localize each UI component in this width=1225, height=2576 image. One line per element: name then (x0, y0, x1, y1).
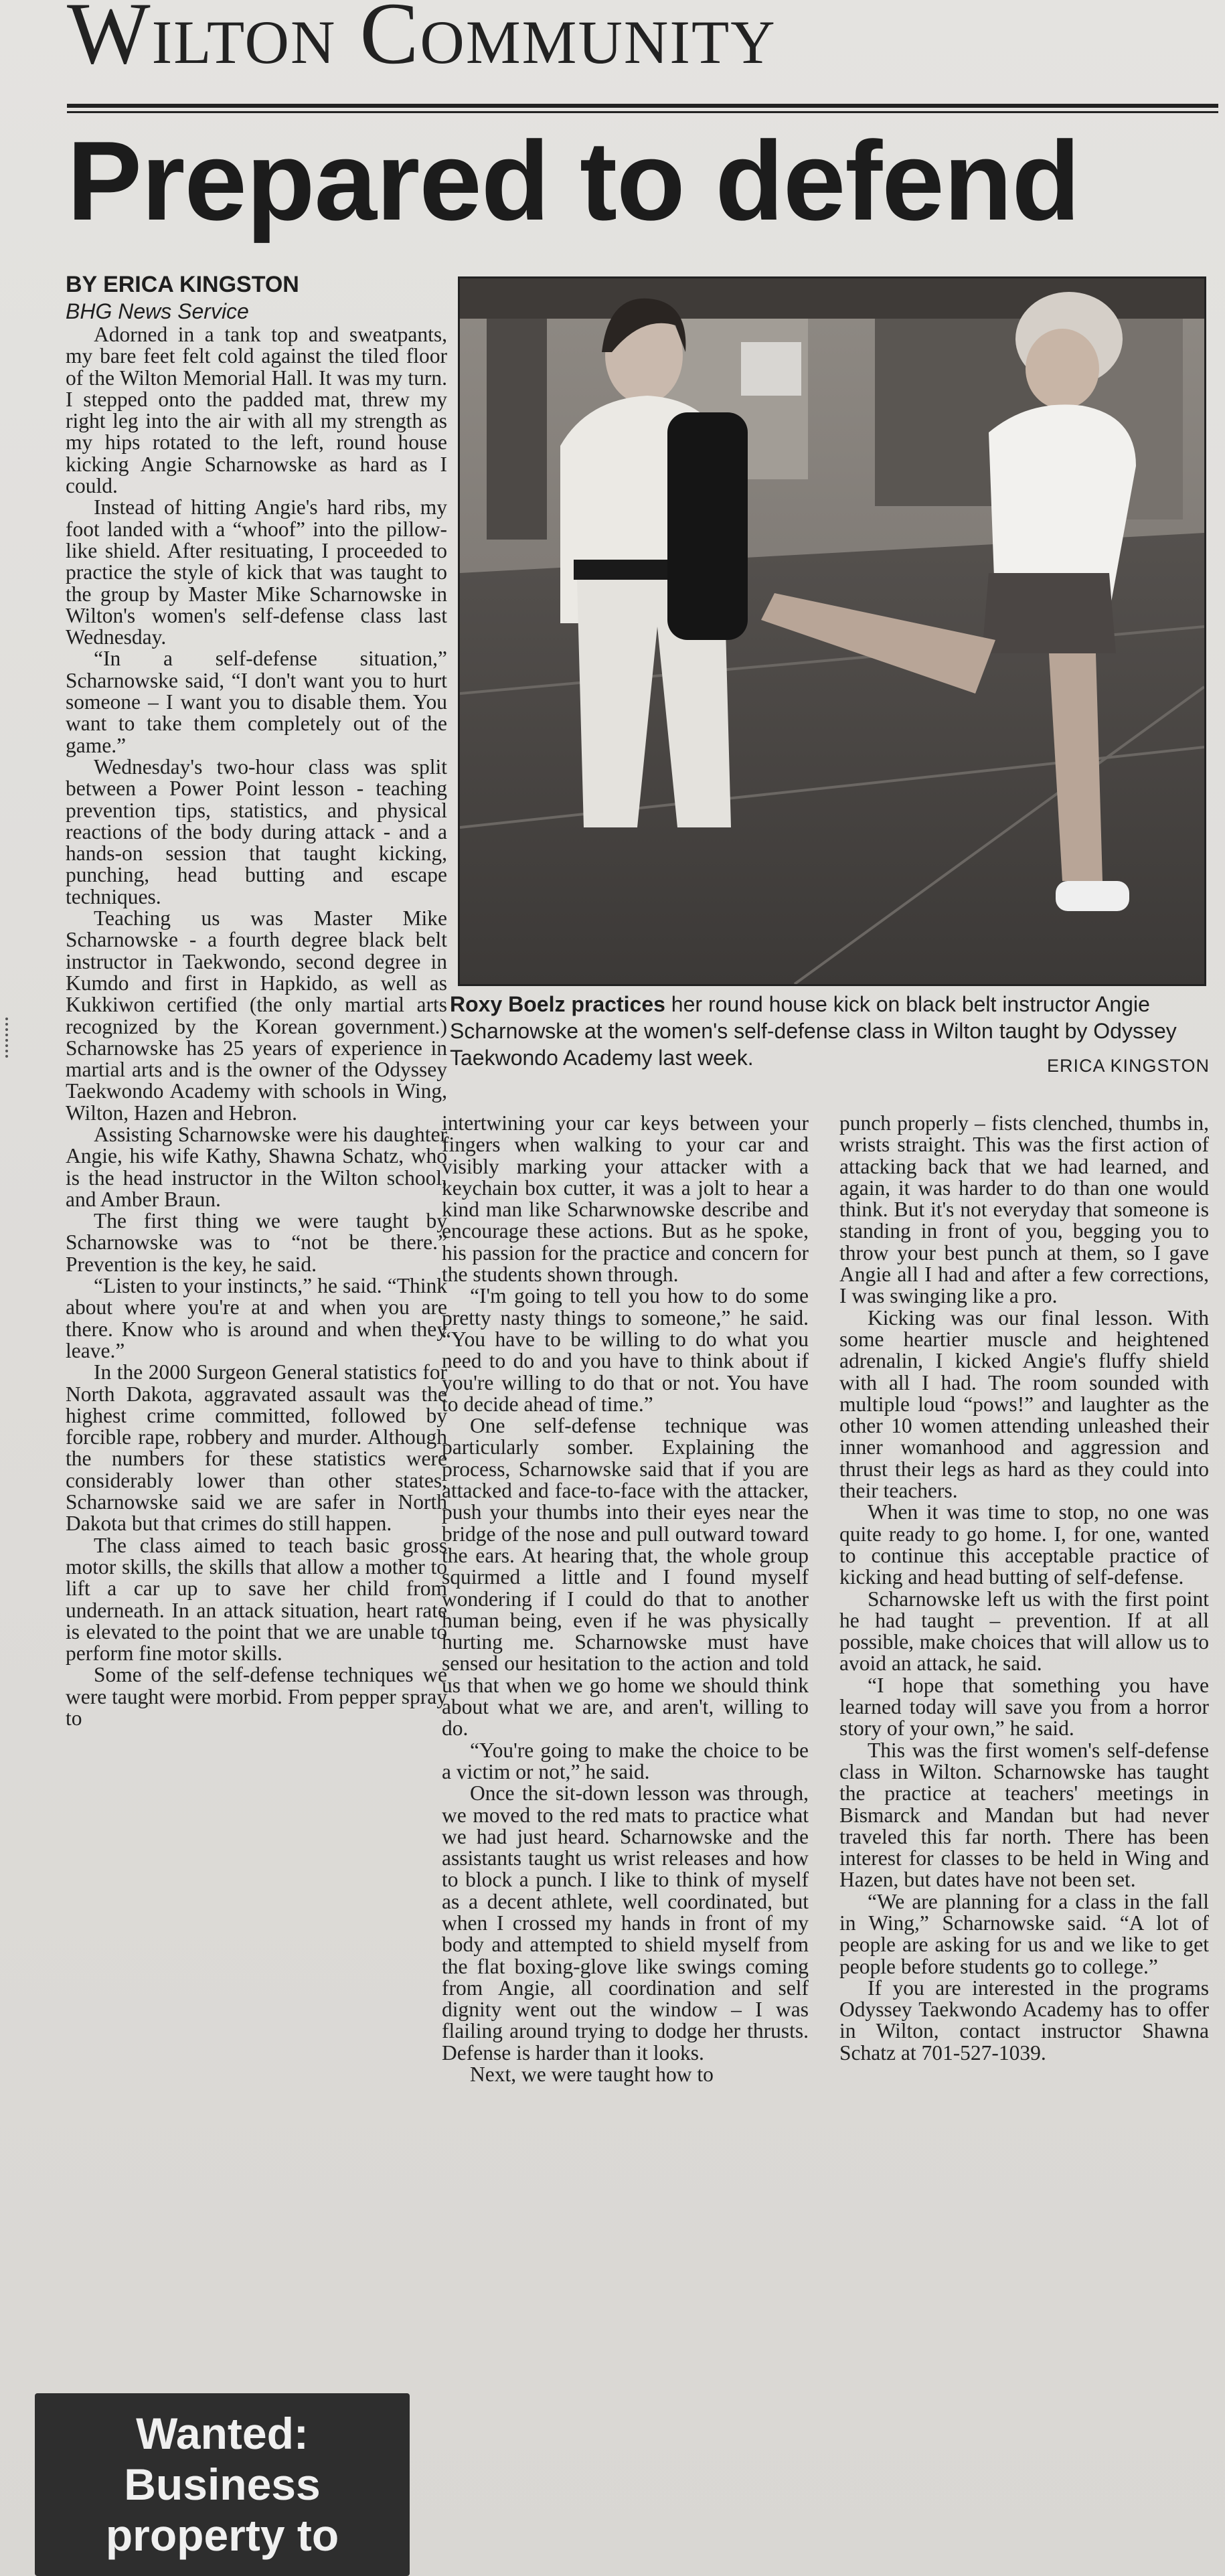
article-photo (458, 276, 1206, 986)
article-column-3 (839, 1113, 1209, 2565)
news-service: BHG News Service (66, 299, 249, 323)
article-paragraph: “I'm going to tell you how to do some pretty nasty things to someone,” he said. “You have to be willing to do what you need to do and you have to think about if you're willing to do that or not. You have to decide ahead of time.” (442, 1284, 809, 1416)
article-paragraph: Wednesday's two-hour class was split between a Power Point lesson - teaching prevention tips, statistics, and physical reactions of the body during attack - and a hands-on session that taught kicking, punching, head butting and escape techniques. (66, 754, 447, 908)
article-column-2 (442, 1113, 809, 2565)
article-paragraph: Next, we were taught how to (470, 2063, 714, 2087)
masthead: Wilton Community (67, 0, 777, 67)
ad-text (35, 2408, 410, 2561)
article-paragraph: Scharnowske left us with the first point he had taught – prevention. If at all possible, make choices that will allow us to avoid an attack, he said. (839, 1587, 1209, 1676)
masthead-rule-thin (67, 111, 1218, 113)
article-paragraph: Once the sit-down lesson was through, we moved to the red mats to practice what we had just heard. Scharnowske and the assistants taught us wrist releases and how to block a punch. I like to think of myself as a decent athlete, well coordinated, but when I crossed my hands in front of my body and attempted to shield myself from the flat boxing-glove like swings coming from Angie, all coordination and self dignity went out the window – I was flailing around trying to dodge her thrusts. Defense is harder than it looks. (442, 1781, 809, 2065)
article-paragraph: “Listen to your instincts,” he said. “Think about where you're at and when you are there. Know who is around and when they leave.” (66, 1274, 447, 1362)
article-paragraph: The first thing we were taught by Scharnowske was to “not be there.” Prevention is the key, he said. (66, 1209, 447, 1276)
article-paragraph: Instead of hitting Angie's hard ribs, my foot landed with a “whoof” into the pillow-like shield. After resituating, I proceeded to practice the style of kick that was taught to the group by Master Mike Scharnowske in Wilton's women's self-defense class last Wednesday. (66, 495, 447, 649)
headline: Prepared to defend (67, 118, 1080, 244)
article-paragraph: “In a self-defense situation,” Scharnowske said, “I don't want you to hurt someone – I want you to disable them. You want to take them completely out of the game.” (66, 647, 447, 757)
article-paragraph: Assisting Scharnowske were his daughter Angie, his wife Kathy, Shawna Schatz, who is the head instructor in the Wilton school, and Amber Braun. (66, 1122, 447, 1211)
article-paragraph: Some of the self-defense techniques we were taught were morbid. From pepper spray to (66, 1663, 447, 1730)
article-paragraph: In the 2000 Surgeon General statistics for North Dakota, aggravated assault was the highest crime committed, followed by forcible rape, robbery and murder. Although the numbers for these statistics were considerably lower than other states, Scharnowske said we are safer in North Dakota but that crimes do still happen. (66, 1360, 447, 1536)
article-paragraph: “I hope that something you have learned today will save you from a horror story of your own,” he said. (839, 1673, 1209, 1741)
ad-line-1: Wanted: (136, 2409, 309, 2458)
article-paragraph: Adorned in a tank top and sweatpants, my bare feet felt cold against the tiled floor of the Wilton Memorial Hall. It was my turn. I stepped onto the padded mat, threw my right leg into the air with all my strength as my hips rotated to the left, round house kicking Angie Scharnowske as hard as I could. (66, 324, 447, 498)
article-paragraph: One self-defense technique was particularly somber. Explaining the process, Scharnowske said that if you are attacked and face-to-face with the attacker, push your thumbs into their eyes near the bridge of the nose and pull outward toward the ears. At hearing that, the whole group squirmed a little and I found myself wondering if I could do that to another human being, even if he was physically hurting me. Scharnowske must have sensed our hesitation to the action and told us that when we go home we should think about what we are, and aren't, willing to do. (442, 1414, 809, 1741)
article-column-1 (66, 324, 447, 2366)
article-paragraph: The class aimed to teach basic gross motor skills, the skills that allow a mother to lift a car up to save her child from underneath. In an attack situation, heart rate is elevated to the point that we are unable to perform fine motor skills. (66, 1533, 447, 1666)
ad-line-2: Business (124, 2460, 321, 2509)
article-paragraph: If you are interested in the programs Odyssey Taekwondo Academy has to offer in Wilton, contact instructor Shawna Schatz at 701-527-1039. (839, 1976, 1209, 2065)
caption-lead: Roxy Boelz practices (450, 992, 665, 1016)
article-paragraph: This was the first women's self-defense class in Wilton. Scharnowske has taught the practice at teachers' meetings in Bismarck and Mandan but had never traveled this far north. There has been interest for classes to be held in Wing and Hazen, but dates have not been set. (839, 1738, 1209, 1892)
caption-text: her round house kick on black belt instructor Angie Scharnowske at the women's self-defense class in Wilton taught by Odyssey Taekwondo Academy last week. (450, 992, 1177, 1070)
martial-arts-photo-illustration (460, 278, 1204, 984)
masthead-rule-thick (67, 104, 1218, 108)
classified-ad[interactable] (35, 2393, 410, 2576)
article-paragraph: intertwining your car keys between your fingers when walking to your car and visibly marking your attacker with a keychain box cutter, it was a jolt to hear a kind man like Scharwnowske describe and encourage these actions. But as he spoke, his passion for the practice and concern for the students shown through. (442, 1113, 809, 1287)
article-paragraph: Teaching us was Master Mike Scharnowske - a fourth degree black belt instructor in Taekwondo, second degree in Kumdo and first in Hapkido, as well as Kukkiwon certified (the only martial arts recognized by the Korean government.) Scharnowske has 25 years of experience in martial arts and is the owner of the Odyssey Taekwondo Academy with schools in Wing, Wilton, Hazen and Hebron. (66, 906, 447, 1125)
page-edge-marks (5, 1018, 13, 1058)
article-paragraph: punch properly – fists clenched, thumbs in, wrists straight. This was the first action of attacking back that we had learned, and again, it was harder to do than one would think. But it's not everyday that someone is standing in front of you, begging you to throw your best punch at them, so I gave Angie all I had and after a few corrections, I was swinging like a pro. (839, 1113, 1209, 1308)
article-paragraph: “We are planning for a class in the fall in Wing,” Scharnowske said. “A lot of people are asking for us and we like to get people before students go to college.” (839, 1889, 1209, 1978)
article-paragraph: Kicking was our final lesson. With some heartier muscle and heightened adrenalin, I kicked Angie's fluffy shield with all I had. The room sounded with multiple loud “pows!” and laughter as the other 10 women attending unleashed their inner womanhood and aggression and thrust their legs as hard as they could into their teachers. (839, 1305, 1209, 1503)
article-paragraph: When it was time to stop, no one was quite ready to go home. I, for one, wanted to continue this acceptable practice of kicking and head butting of self-defense. (839, 1500, 1209, 1589)
ad-line-3: property to (105, 2510, 339, 2560)
photo-credit: ERICA KINGSTON (1046, 1056, 1210, 1076)
article-paragraph: “You're going to make the choice to be a victim or not,” he said. (442, 1738, 809, 1783)
byline: BY ERICA KINGSTON (66, 272, 299, 297)
